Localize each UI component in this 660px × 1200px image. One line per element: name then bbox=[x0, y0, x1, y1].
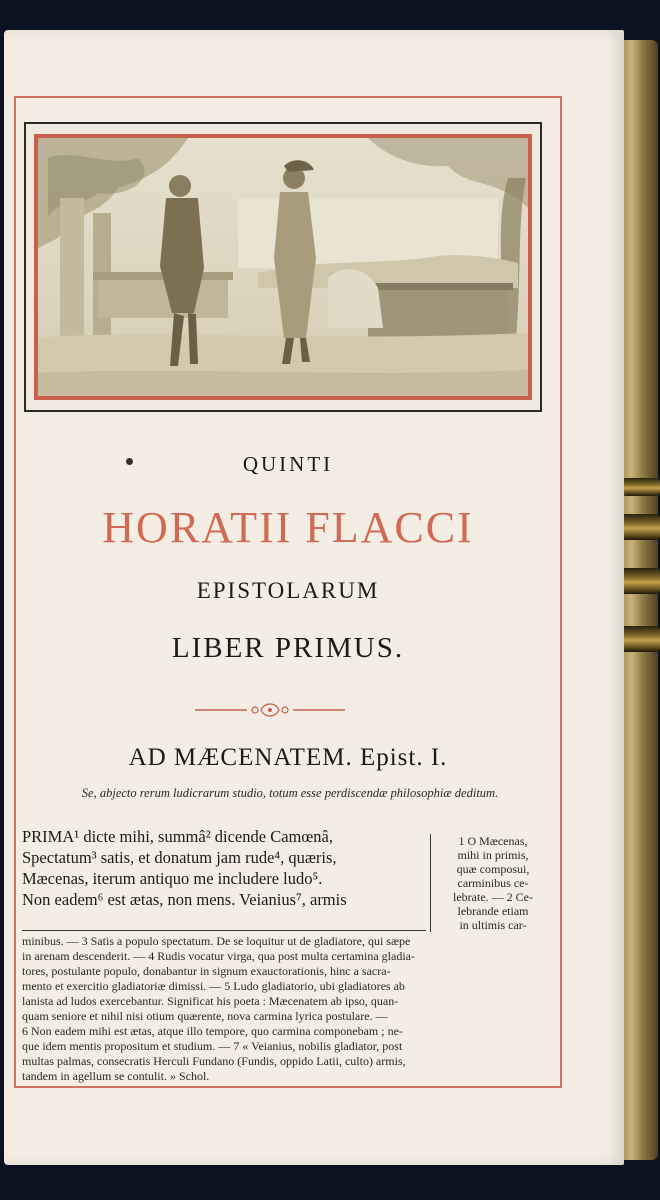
footnote-line: multas palmas, consecratis Herculi Fundano (Fundis, oppido Latii, culto) armis, bbox=[22, 1054, 406, 1068]
marginal-note bbox=[430, 834, 549, 932]
footnote-line: 6 Non eadem mihi est ætas, atque illo tempore, quo carmina componebam ; ne- bbox=[22, 1024, 403, 1038]
epistle-heading: AD MÆCENATEM. Epist. I. bbox=[128, 744, 448, 771]
engraving-plate-frame bbox=[24, 122, 542, 412]
engraving-illustration bbox=[34, 134, 532, 400]
marginal-note-line: 1 O Mæcenas, bbox=[458, 834, 528, 848]
verse-line: Spectatum³ satis, et donatum jam rude⁴, quæris, bbox=[22, 848, 337, 867]
footnote-line: tandem in agellum se contulit. » Schol. bbox=[22, 1069, 210, 1083]
author-name: HORATII FLACCI bbox=[102, 503, 474, 552]
marginal-note-line: quæ composui, bbox=[456, 862, 530, 876]
book-title: LIBER PRIMUS. bbox=[171, 632, 405, 664]
marginal-note-line: lebrande etiam bbox=[457, 904, 529, 918]
book-clasp-top bbox=[622, 478, 660, 496]
footnote-line: mento et exercitio gladiatoriæ dimissi. — 5 Ludo gladiatorio, ubi gladiatores ab bbox=[22, 979, 405, 993]
footnote-line: minibus. — 3 Satis a populo spectatum. De se loquitur ut de gladiatore, qui sæpe bbox=[22, 934, 411, 948]
verse-line: PRIMA¹ dicte mihi, summâ² dicende Camœnâ, bbox=[22, 827, 333, 846]
verse-line: Non eadem⁶ est ætas, non mens. Veianius⁷, armis bbox=[22, 890, 347, 909]
title-prefix: QUINTI bbox=[242, 452, 334, 476]
work-title: EPISTOLARUM bbox=[196, 578, 380, 603]
marginal-note-line: lebrate. — 2 Ce- bbox=[453, 890, 533, 904]
ornament-divider bbox=[195, 700, 345, 720]
footnote-line: quam seniore et nihil nisi otium quærente, nova carmina lyrica postulare. — bbox=[22, 1009, 388, 1023]
verse-block bbox=[22, 826, 422, 910]
page-bottom-rule bbox=[14, 1086, 562, 1088]
marginal-note-line: carminibus ce- bbox=[457, 876, 529, 890]
footnotes bbox=[22, 934, 542, 1084]
epistle-argument: Se, abjecto rerum ludicrarum studio, totum esse perdiscendæ philosophiæ deditum. bbox=[81, 786, 499, 800]
verse-line: Mæcenas, iterum antiquo me includere ludo⁵. bbox=[22, 869, 323, 888]
marginal-note-line: in ultimis car- bbox=[459, 918, 527, 932]
footnote-line: lanista ad ludos exercebantur. Significat his poeta : Mæcenatem ab ipso, quan- bbox=[22, 994, 399, 1008]
footnote-line: que idem mentis propositum et studium. — 7 « Veianius, nobilis gladiator, post bbox=[22, 1039, 403, 1053]
footnote-line: in arenam descenderit. — 4 Rudis vocatur virga, qua post multa certamina gladia- bbox=[22, 949, 415, 963]
footnote-line: tores, postulante populo, donabantur in signum exauctorationis, hinc a sacra- bbox=[22, 964, 391, 978]
marginal-note-line: mihi in primis, bbox=[457, 848, 529, 862]
footnote-divider bbox=[22, 930, 426, 931]
